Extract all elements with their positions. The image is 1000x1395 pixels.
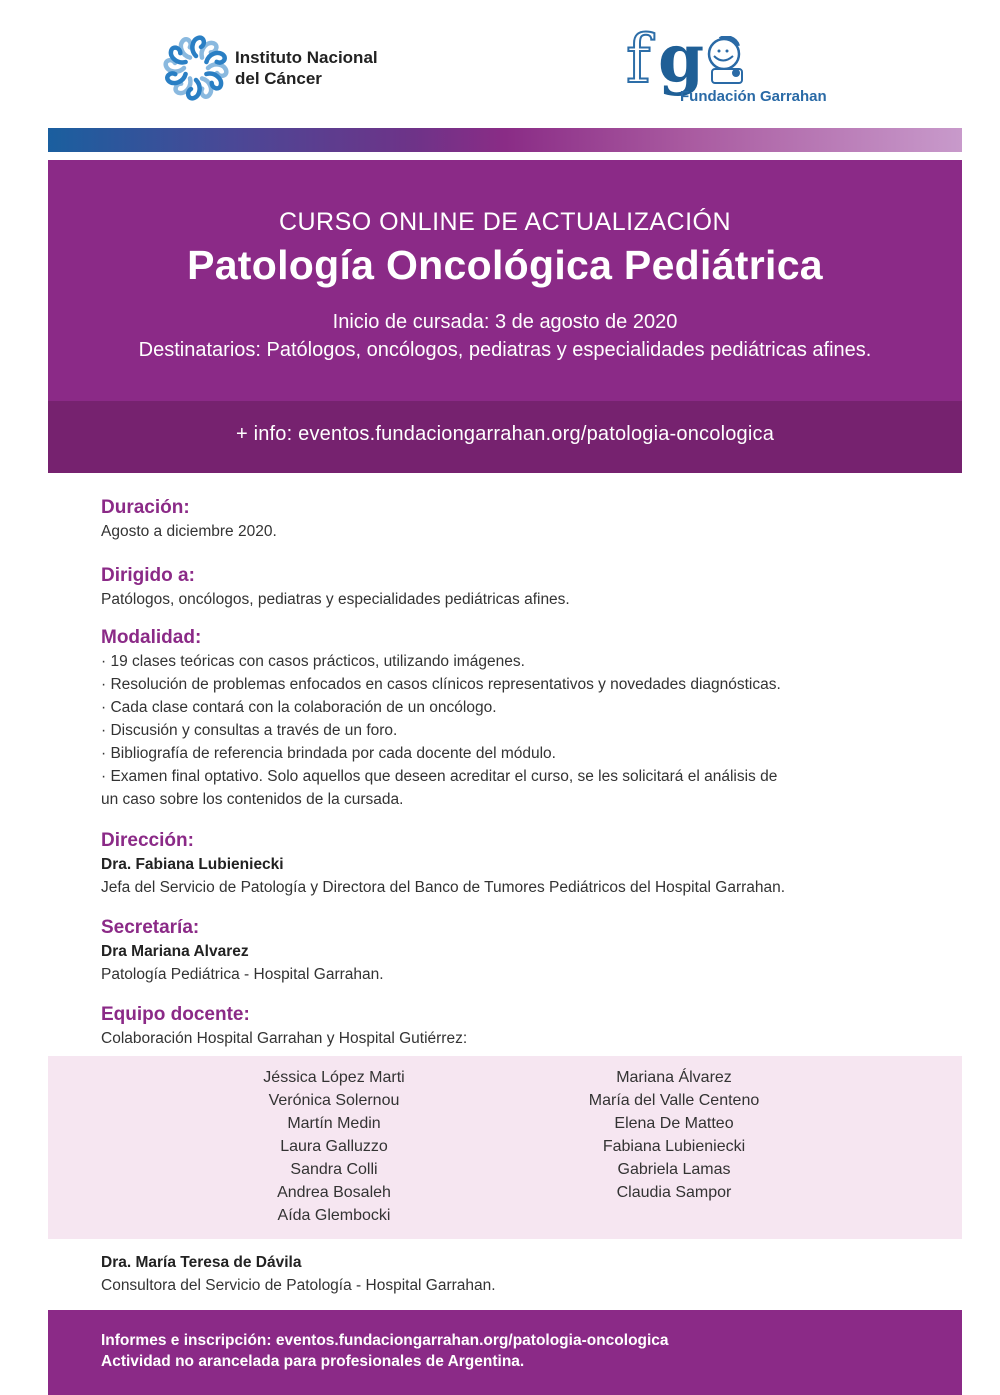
teachers-panel — [48, 1056, 962, 1239]
gradient-bar — [48, 128, 962, 152]
footer-registration-link[interactable]: Informes e inscripción: eventos.fundaciongarrahan.org/patologia-oncologica — [101, 1332, 669, 1349]
equipo-subtitle: Colaboración Hospital Garrahan y Hospital Gutiérrez: — [101, 1030, 468, 1047]
secretaria-heading: Secretaría: — [101, 917, 200, 938]
modalidad-item: un caso sobre los contenidos de la cursada. — [101, 791, 404, 808]
equipo-heading: Equipo docente: — [101, 1004, 250, 1025]
section-consultora — [101, 1251, 496, 1297]
modalidad-item: · Examen final optativo. Solo aquellos que deseen acreditar el curso, se les solicitará el análisis de — [101, 768, 778, 785]
dirigido-heading: Dirigido a: — [101, 565, 195, 586]
direccion-role: Jefa del Servicio de Patología y Directora del Banco de Tumores Pediátricos del Hospital Garrahan. — [101, 879, 786, 896]
footer-note: Actividad no arancelada para profesionales de Argentina. — [101, 1353, 525, 1370]
teachers-column-right — [544, 1066, 804, 1204]
teacher-name: Mariana Álvarez — [616, 1069, 732, 1086]
teacher-name: Jéssica López Marti — [263, 1069, 405, 1086]
child-face-icon — [702, 36, 762, 88]
duracion-heading: Duración: — [101, 497, 190, 518]
inc-flower-icon — [163, 35, 229, 101]
modalidad-item: · Bibliografía de referencia brindada por cada docente del módulo. — [101, 745, 556, 762]
teacher-name: Verónica Solernou — [268, 1092, 400, 1109]
section-direccion — [101, 829, 785, 899]
teacher-name: Martín Medin — [287, 1115, 381, 1132]
section-modalidad — [101, 626, 781, 811]
fg-name: Fundación Garrahan — [680, 88, 827, 105]
consultora-role: Consultora del Servicio de Patología - Hospital Garrahan. — [101, 1277, 496, 1294]
section-duracion — [101, 496, 277, 543]
direccion-heading: Dirección: — [101, 830, 194, 851]
teacher-name: Andrea Bosaleh — [277, 1184, 391, 1201]
footer-band — [48, 1310, 962, 1395]
teacher-name: Elena De Matteo — [614, 1115, 734, 1132]
duracion-text: Agosto a diciembre 2020. — [101, 523, 277, 540]
teacher-name: Sandra Colli — [290, 1161, 378, 1178]
info-band — [48, 401, 962, 473]
instituto-nacional-del-cancer-logo — [163, 35, 378, 101]
course-audience: Destinatarios: Patólogos, oncólogos, pediatras y especialidades pediátricas afines. — [138, 339, 872, 361]
modalidad-item: · Discusión y consultas a través de un foro. — [101, 722, 398, 739]
inc-name-line1: Instituto Nacional — [235, 48, 378, 67]
course-start-date: Inicio de cursada: 3 de agosto de 2020 — [332, 311, 678, 333]
consultora-name: Dra. María Teresa de Dávila — [101, 1254, 302, 1271]
course-kicker: CURSO ONLINE DE ACTUALIZACIÓN — [278, 208, 732, 236]
info-link[interactable]: + info: eventos.fundaciongarrahan.org/patologia-oncologica — [235, 423, 775, 445]
direccion-name: Dra. Fabiana Lubieniecki — [101, 856, 284, 873]
hero-banner — [48, 160, 962, 401]
course-title: Patología Oncológica Pediátrica — [187, 242, 823, 288]
teachers-column-left — [204, 1066, 464, 1227]
section-secretaria — [101, 916, 384, 986]
modalidad-heading: Modalidad: — [101, 627, 202, 648]
section-dirigido — [101, 564, 570, 611]
inc-name-line2: del Cáncer — [235, 69, 322, 88]
teacher-name: María del Valle Centeno — [588, 1092, 760, 1109]
modalidad-item: · Resolución de problemas enfocados en casos clínicos representativos y novedades diagnósticas. — [101, 676, 781, 693]
teacher-name: Gabriela Lamas — [617, 1161, 731, 1178]
secretaria-role: Patología Pediátrica - Hospital Garrahan. — [101, 966, 384, 983]
dirigido-text: Patólogos, oncólogos, pediatras y especialidades pediátricas afines. — [101, 591, 570, 608]
teacher-name: Laura Galluzzo — [280, 1138, 388, 1155]
secretaria-name: Dra Mariana Alvarez — [101, 943, 249, 960]
fundacion-garrahan-logo — [624, 19, 844, 112]
modalidad-item: · Cada clase contará con la colaboración de un oncólogo. — [101, 699, 497, 716]
teacher-name: Claudia Sampor — [616, 1184, 732, 1201]
section-equipo — [101, 1003, 467, 1050]
fg-letter-f: f — [626, 21, 651, 98]
fg-letter-g: g — [658, 19, 705, 97]
modalidad-item: · 19 clases teóricas con casos prácticos, utilizando imágenes. — [101, 653, 525, 670]
teacher-name: Aída Glembocki — [277, 1207, 391, 1224]
teacher-name: Fabiana Lubieniecki — [602, 1138, 746, 1155]
